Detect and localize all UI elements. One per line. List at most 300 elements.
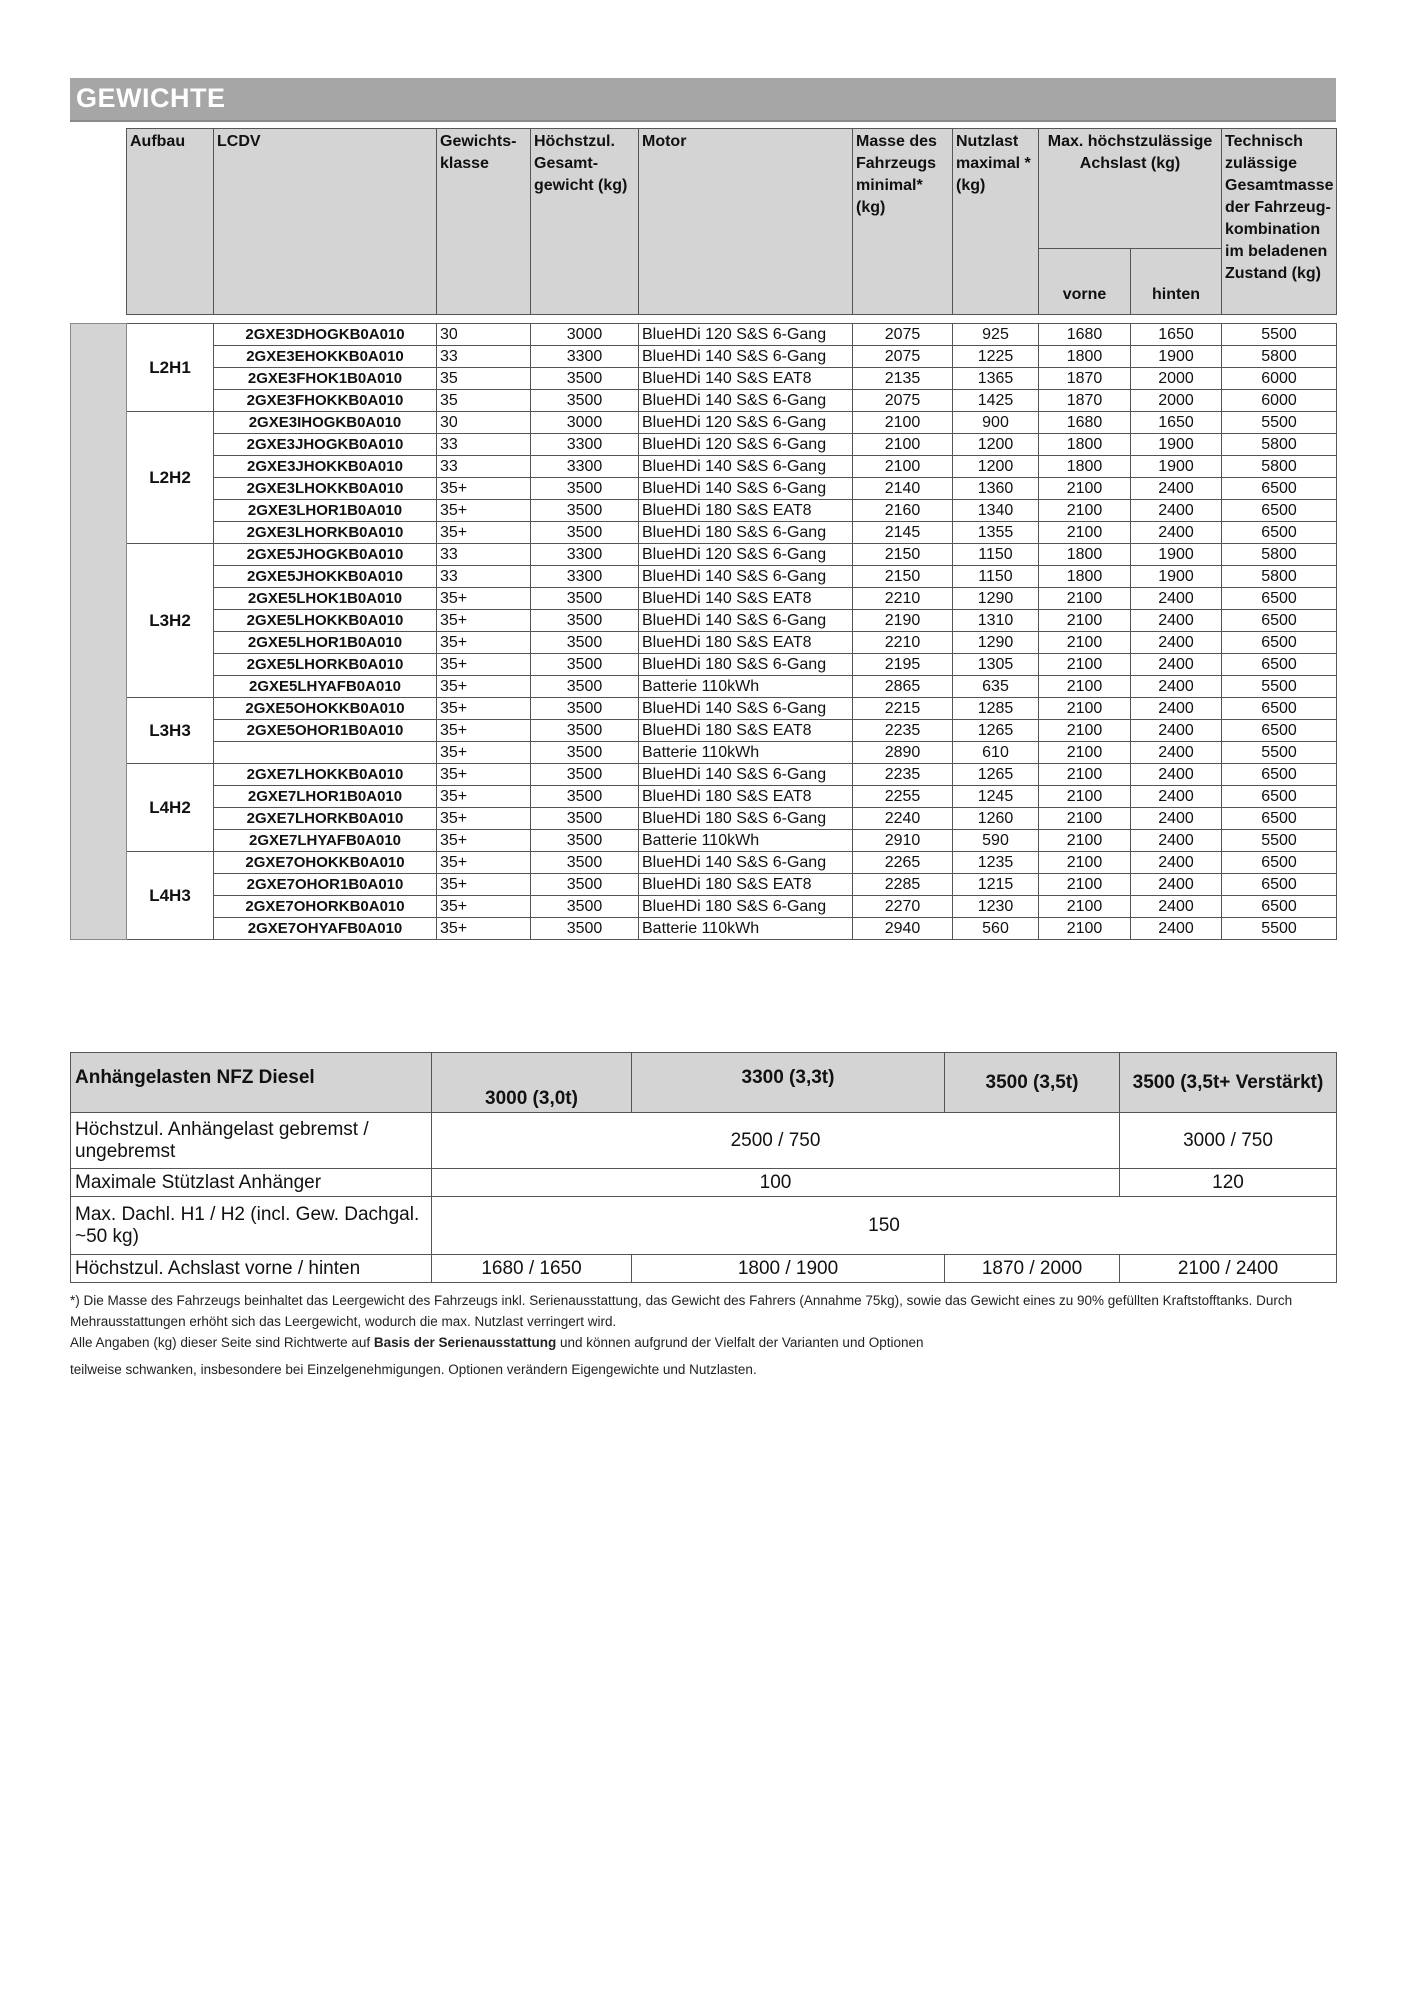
header-lcdv: LCDV [214,129,437,315]
cell-technisch: 5500 [1222,742,1337,764]
cell-gewichtsklasse: 33 [437,456,531,478]
cell-gesamtgewicht: 3500 [531,500,639,522]
cell-gesamtgewicht: 3500 [531,632,639,654]
cell-achslast-vorne: 2100 [1039,830,1131,852]
cell-lcdv: 2GXE7OHOR1B0A010 [214,874,437,896]
cell-gesamtgewicht: 3300 [531,566,639,588]
cell-achslast-hinten: 2400 [1131,588,1222,610]
cell-gesamtgewicht: 3500 [531,698,639,720]
table-row [71,698,1337,720]
cell-achslast-vorne: 1800 [1039,566,1131,588]
table-row [71,478,1337,500]
cell-nutzlast: 1225 [953,346,1039,368]
row-label-dachlast: Max. Dachl. H1 / H2 (incl. Gew. Dachgal. ~50 kg) [71,1197,432,1255]
header-vorne: vorne [1039,249,1131,315]
cell-masse: 2160 [853,500,953,522]
cell-gesamtgewicht: 3500 [531,676,639,698]
cell-technisch: 5800 [1222,434,1337,456]
trailer-load-table [70,1052,1337,1283]
cell-gewichtsklasse: 35+ [437,500,531,522]
cell-nutzlast: 1260 [953,808,1039,830]
group-label: L4H3 [127,852,214,940]
cell-masse: 2890 [853,742,953,764]
cell-achslast-hinten: 2000 [1131,390,1222,412]
cell-gesamtgewicht: 3500 [531,478,639,500]
cell-masse: 2285 [853,874,953,896]
cell-lcdv: 2GXE7LHOKKB0A010 [214,764,437,786]
cell-nutzlast: 1365 [953,368,1039,390]
cell-gesamtgewicht: 3500 [531,786,639,808]
header-nutzlast: Nutzlast maximal * (kg) [953,129,1039,315]
header-motor: Motor [639,129,853,315]
table-row [71,918,1337,940]
table-row [71,830,1337,852]
cell-lcdv: 2GXE3EHOKKB0A010 [214,346,437,368]
cell-lcdv: 2GXE3FHOKKB0A010 [214,390,437,412]
cell-lcdv: 2GXE5LHYAFB0A010 [214,676,437,698]
cell-motor: BlueHDi 180 S&S EAT8 [639,874,853,896]
cell-lcdv: 2GXE5LHOK1B0A010 [214,588,437,610]
cell-technisch: 5800 [1222,544,1337,566]
cell-technisch: 6500 [1222,632,1337,654]
cell-gewichtsklasse: 35+ [437,478,531,500]
cell-achslast-hinten: 2400 [1131,830,1222,852]
cell-achslast-vorne: 2100 [1039,764,1131,786]
cell-gesamtgewicht: 3000 [531,412,639,434]
cell-lcdv: 2GXE5LHORKB0A010 [214,654,437,676]
cell-achslast-hinten: 1650 [1131,324,1222,346]
table-row [71,852,1337,874]
cell-achslast-hinten: 2400 [1131,698,1222,720]
cell-nutzlast: 1200 [953,456,1039,478]
cell-technisch: 6500 [1222,764,1337,786]
cell-nutzlast: 925 [953,324,1039,346]
cell-achslast-hinten: 1900 [1131,456,1222,478]
cell-achslast-vorne: 2100 [1039,522,1131,544]
cell-gesamtgewicht: 3300 [531,346,639,368]
table-row [71,346,1337,368]
cell-nutzlast: 1360 [953,478,1039,500]
cell-masse: 2270 [853,896,953,918]
cell-technisch: 6500 [1222,610,1337,632]
cell-gewichtsklasse: 35+ [437,610,531,632]
cell-nutzlast: 1310 [953,610,1039,632]
cell-technisch: 5500 [1222,324,1337,346]
cell-lcdv: 2GXE7OHYAFB0A010 [214,918,437,940]
cell-nutzlast: 1215 [953,874,1039,896]
trailer-title: Anhängelasten NFZ Diesel [71,1053,432,1113]
table-row [71,566,1337,588]
cell-technisch: 5800 [1222,346,1337,368]
cell-lcdv: 2GXE7OHOKKB0A010 [214,852,437,874]
cell-achslast-vorne: 1870 [1039,368,1131,390]
cell-lcdv: 2GXE7LHOR1B0A010 [214,786,437,808]
cell-masse: 2145 [853,522,953,544]
cell-achslast-hinten: 2400 [1131,764,1222,786]
cell-motor: BlueHDi 140 S&S 6-Gang [639,456,853,478]
cell-gesamtgewicht: 3500 [531,654,639,676]
cell-lcdv: 2GXE5LHOKKB0A010 [214,610,437,632]
cell-gewichtsklasse: 33 [437,544,531,566]
cell-achslast-vorne: 1680 [1039,412,1131,434]
cell-gesamtgewicht: 3300 [531,544,639,566]
footnote-richtwerte-post: und können aufgrund der Vielfalt der Varianten und Optionen [556,1335,924,1350]
cell-gesamtgewicht: 3500 [531,764,639,786]
cell-gewichtsklasse: 35+ [437,654,531,676]
cell-achslast-vorne: 2100 [1039,610,1131,632]
header-gewichtsklasse: Gewichts-klasse [437,129,531,315]
cell-technisch: 5800 [1222,456,1337,478]
cell-gewichtsklasse: 35+ [437,874,531,896]
cell-achslast-vorne: 2100 [1039,478,1131,500]
cell-technisch: 5800 [1222,566,1337,588]
header-gap [71,129,127,315]
cell-nutzlast: 900 [953,412,1039,434]
footnote-masse: *) Die Masse des Fahrzeugs beinhaltet das Leergewicht des Fahrzeugs inkl. Serienausstattung, das Gewicht des Fahrers (Annahme 75kg), sowie das Gewicht eines zu 90% gefüllten Kraftstofftanks. Durch Mehrausstattungen erhöht sich das Leergewicht, wodurch die max. Nutzlast verringert wird. [70,1293,1293,1329]
cell-lcdv: 2GXE3JHOKKB0A010 [214,456,437,478]
cell-technisch: 6500 [1222,698,1337,720]
cell-lcdv: 2GXE3LHOKKB0A010 [214,478,437,500]
cell-gewichtsklasse: 35+ [437,698,531,720]
cell-gewichtsklasse: 35+ [437,830,531,852]
cell-lcdv: 2GXE3JHOGKB0A010 [214,434,437,456]
cell-achslast-vorne: 2100 [1039,874,1131,896]
cell-technisch: 6000 [1222,368,1337,390]
cell-technisch: 6500 [1222,896,1337,918]
table-row [71,786,1337,808]
cell-gesamtgewicht: 3300 [531,434,639,456]
cell-masse: 2100 [853,412,953,434]
cell-masse: 2140 [853,478,953,500]
cell-achslast-vorne: 2100 [1039,698,1131,720]
cell-lcdv: 2GXE3IHOGKB0A010 [214,412,437,434]
footnote-richtwerte [70,1332,1336,1353]
cell-motor: BlueHDi 180 S&S EAT8 [639,720,853,742]
cell-achslast-vorne: 1870 [1039,390,1131,412]
cell-masse: 2100 [853,456,953,478]
cell-nutzlast: 1305 [953,654,1039,676]
stuetzlast-value: 100 [432,1169,1120,1197]
cell-achslast-hinten: 2400 [1131,852,1222,874]
cell-motor: BlueHDi 140 S&S 6-Gang [639,478,853,500]
achslast-3500: 1870 / 2000 [945,1255,1120,1283]
cell-masse: 2235 [853,720,953,742]
cell-motor: Batterie 110kWh [639,676,853,698]
cell-gesamtgewicht: 3500 [531,896,639,918]
header-aufbau: Aufbau [127,129,214,315]
cell-gewichtsklasse: 35+ [437,632,531,654]
cell-masse: 2150 [853,544,953,566]
trailer-col-3000: 3000 (3,0t) [432,1053,632,1113]
cell-motor: Batterie 110kWh [639,830,853,852]
cell-motor: BlueHDi 140 S&S 6-Gang [639,390,853,412]
cell-achslast-hinten: 2400 [1131,610,1222,632]
table-row [71,896,1337,918]
cell-masse: 2190 [853,610,953,632]
table-row [71,720,1337,742]
cell-masse: 2210 [853,588,953,610]
cell-motor: BlueHDi 180 S&S EAT8 [639,786,853,808]
cell-motor: BlueHDi 120 S&S 6-Gang [639,324,853,346]
row-label-achslast: Höchstzul. Achslast vorne / hinten [71,1255,432,1283]
cell-gewichtsklasse: 33 [437,346,531,368]
cell-gewichtsklasse: 35+ [437,522,531,544]
weights-table-body [71,324,1337,940]
cell-achslast-vorne: 2100 [1039,654,1131,676]
row-label-anhaengelast: Höchstzul. Anhängelast gebremst / ungebremst [71,1113,432,1169]
cell-technisch: 6500 [1222,588,1337,610]
achslast-3000: 1680 / 1650 [432,1255,632,1283]
table-row [71,874,1337,896]
cell-masse: 2240 [853,808,953,830]
cell-nutzlast: 1235 [953,852,1039,874]
cell-motor: BlueHDi 140 S&S 6-Gang [639,566,853,588]
cell-gewichtsklasse: 35+ [437,808,531,830]
table-row [71,456,1337,478]
cell-technisch: 6500 [1222,720,1337,742]
table-row [71,412,1337,434]
cell-motor: BlueHDi 120 S&S 6-Gang [639,412,853,434]
cell-masse: 2075 [853,324,953,346]
cell-gesamtgewicht: 3500 [531,742,639,764]
cell-lcdv [214,742,437,764]
cell-motor: BlueHDi 180 S&S EAT8 [639,632,853,654]
cell-achslast-hinten: 2000 [1131,368,1222,390]
cell-gewichtsklasse: 35+ [437,588,531,610]
cell-achslast-vorne: 2100 [1039,676,1131,698]
table-row [71,390,1337,412]
cell-gesamtgewicht: 3500 [531,874,639,896]
table-row [71,632,1337,654]
cell-lcdv: 2GXE3FHOK1B0A010 [214,368,437,390]
table-row [71,588,1337,610]
cell-gesamtgewicht: 3500 [531,830,639,852]
cell-achslast-vorne: 2100 [1039,786,1131,808]
group-label: L2H1 [127,324,214,412]
row-label-stuetzlast: Maximale Stützlast Anhänger [71,1169,432,1197]
cell-masse: 2235 [853,764,953,786]
cell-achslast-vorne: 2100 [1039,808,1131,830]
cell-achslast-vorne: 2100 [1039,720,1131,742]
cell-masse: 2210 [853,632,953,654]
table-row [71,676,1337,698]
trailer-col-3500: 3500 (3,5t) [945,1053,1120,1113]
cell-masse: 2150 [853,566,953,588]
cell-technisch: 6000 [1222,390,1337,412]
footnote-richtwerte-bold: Basis der Serienausstattung [373,1335,557,1350]
cell-lcdv: 2GXE7OHORKB0A010 [214,896,437,918]
group-label: L3H2 [127,544,214,698]
cell-motor: BlueHDi 120 S&S 6-Gang [639,544,853,566]
cell-gewichtsklasse: 30 [437,412,531,434]
cell-achslast-hinten: 2400 [1131,522,1222,544]
cell-nutzlast: 1265 [953,764,1039,786]
achslast-3500-verstaerkt: 2100 / 2400 [1120,1255,1337,1283]
table-row [71,500,1337,522]
cell-technisch: 5500 [1222,830,1337,852]
cell-lcdv: 2GXE3DHOGKB0A010 [214,324,437,346]
cell-achslast-hinten: 1900 [1131,566,1222,588]
achslast-3300: 1800 / 1900 [632,1255,945,1283]
cell-technisch: 5500 [1222,918,1337,940]
cell-motor: BlueHDi 180 S&S 6-Gang [639,808,853,830]
cell-achslast-hinten: 1900 [1131,544,1222,566]
cell-achslast-hinten: 2400 [1131,676,1222,698]
cell-nutzlast: 590 [953,830,1039,852]
cell-motor: BlueHDi 120 S&S 6-Gang [639,434,853,456]
table-row [71,610,1337,632]
cell-achslast-vorne: 2100 [1039,852,1131,874]
cell-gewichtsklasse: 35+ [437,676,531,698]
cell-motor: Batterie 110kWh [639,918,853,940]
cell-gesamtgewicht: 3000 [531,324,639,346]
cell-achslast-hinten: 2400 [1131,632,1222,654]
cell-achslast-vorne: 1800 [1039,434,1131,456]
cell-gesamtgewicht: 3500 [531,588,639,610]
cell-achslast-vorne: 2100 [1039,918,1131,940]
cell-technisch: 6500 [1222,874,1337,896]
cell-achslast-hinten: 1900 [1131,346,1222,368]
header-hinten: hinten [1131,249,1222,315]
trailer-col-3300: 3300 (3,3t) [632,1053,945,1113]
cell-gesamtgewicht: 3500 [531,852,639,874]
header-hoechstzul-gesamtgewicht: Höchstzul. Gesamt-gewicht (kg) [531,129,639,315]
cell-masse: 2255 [853,786,953,808]
footnote-schwankung: teilweise schwanken, insbesondere bei Einzelgenehmigungen. Optionen verändern Eigengewichte und Nutzlasten. [70,1362,757,1377]
header-technisch: Technisch zulässige Gesamtmasse der Fahrzeug-kombination im beladenen Zustand (kg) [1222,129,1337,315]
footnotes [70,1290,1336,1380]
cell-masse: 2910 [853,830,953,852]
cell-lcdv: 2GXE7LHORKB0A010 [214,808,437,830]
anhaengelast-value: 2500 / 750 [432,1113,1120,1169]
cell-nutzlast: 1425 [953,390,1039,412]
cell-technisch: 6500 [1222,654,1337,676]
cell-masse: 2215 [853,698,953,720]
cell-motor: BlueHDi 140 S&S 6-Gang [639,698,853,720]
cell-gewichtsklasse: 35+ [437,786,531,808]
cell-nutzlast: 1285 [953,698,1039,720]
cell-achslast-vorne: 1800 [1039,456,1131,478]
cell-gewichtsklasse: 35+ [437,852,531,874]
group-label: L2H2 [127,412,214,544]
cell-technisch: 6500 [1222,786,1337,808]
cell-achslast-hinten: 2400 [1131,742,1222,764]
cell-technisch: 5500 [1222,412,1337,434]
cell-technisch: 6500 [1222,500,1337,522]
cell-achslast-hinten: 1650 [1131,412,1222,434]
cell-gewichtsklasse: 33 [437,434,531,456]
cell-achslast-hinten: 2400 [1131,654,1222,676]
section-title: GEWICHTE [76,83,226,113]
section-title-bar [70,78,1336,122]
body-accent-column [71,324,127,940]
cell-gesamtgewicht: 3500 [531,390,639,412]
cell-achslast-vorne: 2100 [1039,742,1131,764]
cell-lcdv: 2GXE7LHYAFB0A010 [214,830,437,852]
cell-motor: BlueHDi 140 S&S 6-Gang [639,610,853,632]
table-row [71,368,1337,390]
table-row [71,544,1337,566]
cell-masse: 2075 [853,390,953,412]
table-row [71,764,1337,786]
cell-achslast-hinten: 2400 [1131,918,1222,940]
cell-gewichtsklasse: 33 [437,566,531,588]
stuetzlast-value-verstaerkt: 120 [1120,1169,1337,1197]
cell-nutzlast: 1150 [953,544,1039,566]
cell-achslast-hinten: 2400 [1131,808,1222,830]
cell-technisch: 6500 [1222,478,1337,500]
cell-achslast-hinten: 2400 [1131,896,1222,918]
header-achslast: Max. höchstzulässige Achslast (kg) [1039,129,1222,249]
table-row [71,434,1337,456]
trailer-col-3500-verstaerkt: 3500 (3,5t+ Verstärkt) [1120,1053,1337,1113]
cell-motor: BlueHDi 140 S&S 6-Gang [639,764,853,786]
cell-achslast-vorne: 1800 [1039,346,1131,368]
cell-nutzlast: 560 [953,918,1039,940]
cell-gesamtgewicht: 3500 [531,368,639,390]
cell-gewichtsklasse: 35+ [437,764,531,786]
cell-achslast-hinten: 2400 [1131,720,1222,742]
cell-gewichtsklasse: 35+ [437,742,531,764]
dachlast-value: 150 [432,1197,1337,1255]
cell-gesamtgewicht: 3500 [531,522,639,544]
cell-nutzlast: 1245 [953,786,1039,808]
cell-achslast-vorne: 2100 [1039,500,1131,522]
cell-achslast-hinten: 2400 [1131,786,1222,808]
cell-motor: BlueHDi 140 S&S EAT8 [639,588,853,610]
cell-nutzlast: 1230 [953,896,1039,918]
cell-achslast-vorne: 2100 [1039,588,1131,610]
cell-masse: 2265 [853,852,953,874]
cell-achslast-hinten: 1900 [1131,434,1222,456]
cell-achslast-hinten: 2400 [1131,500,1222,522]
cell-gesamtgewicht: 3500 [531,720,639,742]
cell-gewichtsklasse: 35+ [437,918,531,940]
table-row [71,522,1337,544]
cell-achslast-vorne: 1680 [1039,324,1131,346]
cell-technisch: 5500 [1222,676,1337,698]
header-masse: Masse des Fahrzeugs minimal* (kg) [853,129,953,315]
cell-motor: BlueHDi 140 S&S 6-Gang [639,346,853,368]
cell-motor: BlueHDi 180 S&S EAT8 [639,500,853,522]
cell-technisch: 6500 [1222,522,1337,544]
cell-achslast-vorne: 2100 [1039,632,1131,654]
cell-gewichtsklasse: 35+ [437,720,531,742]
cell-masse: 2195 [853,654,953,676]
cell-achslast-vorne: 1800 [1039,544,1131,566]
cell-technisch: 6500 [1222,808,1337,830]
cell-masse: 2940 [853,918,953,940]
cell-gewichtsklasse: 35 [437,368,531,390]
cell-gesamtgewicht: 3500 [531,610,639,632]
cell-nutzlast: 1150 [953,566,1039,588]
cell-nutzlast: 610 [953,742,1039,764]
cell-nutzlast: 1290 [953,588,1039,610]
table-row [71,654,1337,676]
cell-lcdv: 2GXE5LHOR1B0A010 [214,632,437,654]
cell-achslast-vorne: 2100 [1039,896,1131,918]
cell-gewichtsklasse: 35+ [437,896,531,918]
cell-lcdv: 2GXE5JHOGKB0A010 [214,544,437,566]
footnote-richtwerte-pre: Alle Angaben (kg) dieser Seite sind Richtwerte auf [70,1335,374,1350]
cell-gesamtgewicht: 3500 [531,808,639,830]
cell-nutzlast: 635 [953,676,1039,698]
cell-achslast-hinten: 2400 [1131,874,1222,896]
cell-gewichtsklasse: 30 [437,324,531,346]
cell-masse: 2865 [853,676,953,698]
group-label: L3H3 [127,698,214,764]
cell-achslast-hinten: 2400 [1131,478,1222,500]
